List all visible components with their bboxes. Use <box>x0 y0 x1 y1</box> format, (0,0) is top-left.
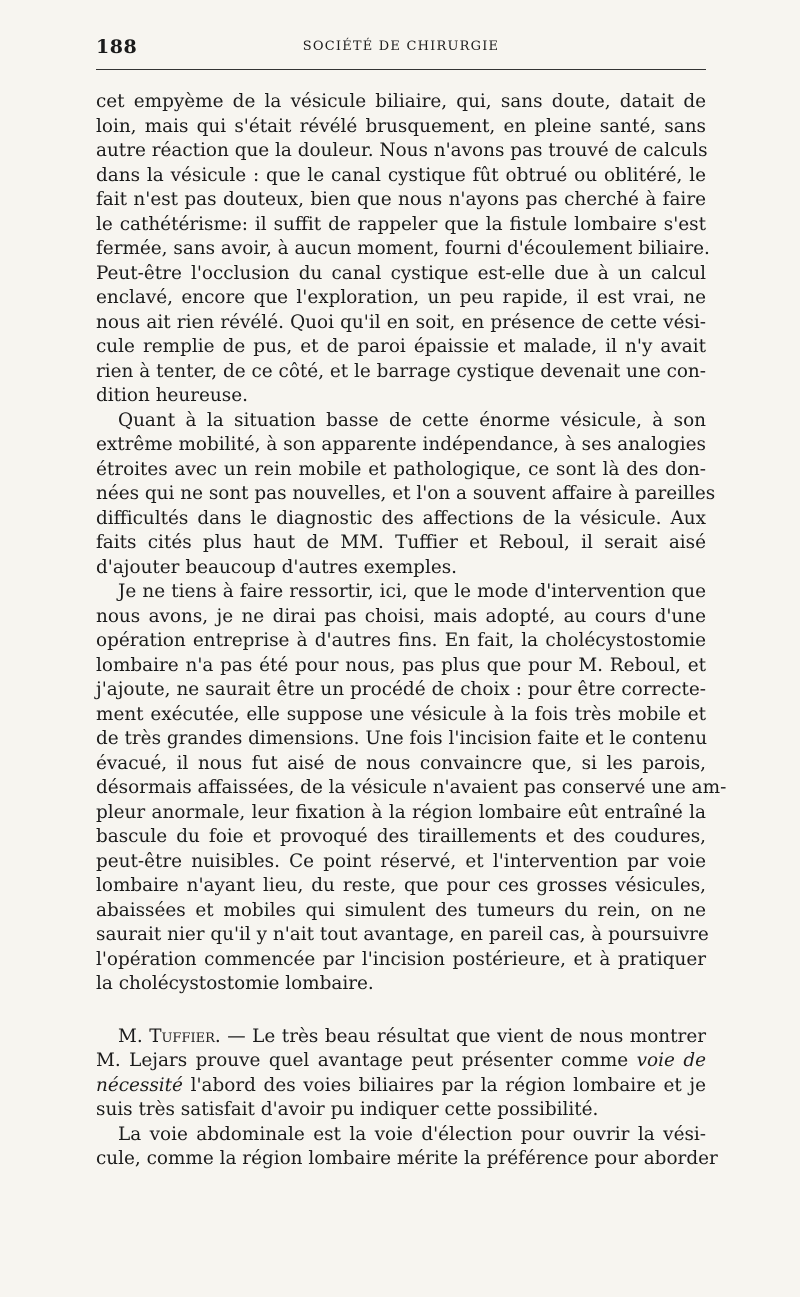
text-line: La voie abdominale est la voie d'élection pour ouvrir la vési- <box>118 1123 706 1145</box>
section-gap <box>96 997 706 1025</box>
text-line: autre réaction que la douleur. Nous n'avons pas trouvé de calculs <box>96 140 708 161</box>
text-line: cet empyème de la vésicule biliaire, qui, sans doute, datait de <box>96 91 706 112</box>
text-line: désormais affaissées, de la vésicule n'avaient pas conservé une am- <box>96 777 727 798</box>
text-line: bascule du foie et provoqué des tiraillements et des coudures, <box>96 826 706 847</box>
text-line: M. Tuffier. — Le très beau résultat que vient de nous montrer <box>118 1025 707 1047</box>
text-line: nous ait rien révélé. Quoi qu'il en soit, en présence de cette vési- <box>96 311 706 333</box>
text-line: ment exécutée, elle suppose une vésicule à la fois très mobile et <box>96 703 706 725</box>
text-line: dition heureuse. <box>96 385 248 406</box>
text-line: lombaire n'a pas été pour nous, pas plus que pour M. Reboul, et <box>96 654 706 676</box>
text-line: la cholécystostomie lombaire. <box>96 973 374 994</box>
text-line: suis très satisfait d'avoir pu indiquer cette possibilité. <box>96 1099 599 1120</box>
text-line: étroites avec un rein mobile et pathologique, ce sont là des don- <box>96 458 706 480</box>
text-line: difficultés dans le diagnostic des affections de la vésicule. Aux <box>96 507 706 529</box>
text-line: faits cités plus haut de MM. Tuffier et Reboul, il serait aisé <box>96 532 706 553</box>
text-line: opération entreprise à d'autres fins. En fait, la cholécystostomie <box>96 630 706 651</box>
text-line: Quant à la situation basse de cette énorme vésicule, à son <box>118 409 706 431</box>
text-line: d'ajouter beaucoup d'autres exemples. <box>96 556 458 578</box>
header-rule <box>96 69 706 70</box>
italic-phrase: voie de <box>636 1050 706 1071</box>
text-line: extrême mobilité, à son apparente indépendance, à ses analogies <box>96 434 706 455</box>
text-line: peut-être nuisibles. Ce point réservé, et l'intervention par voie <box>96 850 706 872</box>
text-line: j'ajoute, ne saurait être un procédé de choix : pour être correcte- <box>96 679 706 700</box>
speaker-name: M. Tuffier. <box>118 1025 221 1047</box>
text-line: de très grandes dimensions. Une fois l'incision faite et le contenu <box>96 728 708 749</box>
text-line: fait n'est pas douteux, bien que nous n'ayons pas cherché à faire <box>96 189 706 210</box>
page-number: 188 <box>96 36 138 58</box>
text-line: Je ne tiens à faire ressortir, ici, que le mode d'intervention que <box>118 581 706 602</box>
text-line: pleur anormale, leur fixation à la région lombaire eût entraîné la <box>96 801 706 823</box>
text-line: dans la vésicule : que le canal cystique fût obtrué ou oblitéré, le <box>96 164 706 186</box>
text-line: nées qui ne sont pas nouvelles, et l'on a souvent affaire à pareilles <box>96 483 716 504</box>
text-line: lombaire n'ayant lieu, du reste, que pour ces grosses vésicules, <box>96 875 706 896</box>
tuffier-remarks <box>96 1025 718 1172</box>
text-line: le cathétérisme: il suffit de rappeler que la fistule lombaire s'est <box>96 213 706 235</box>
text-line: enclavé, encore que l'exploration, un peu rapide, il est vrai, ne <box>96 287 706 308</box>
text-line: saurait nier qu'il y n'ait tout avantage, en pareil cas, à poursuivre <box>96 924 709 945</box>
running-title: SOCIÉTÉ DE CHIRURGIE <box>302 39 500 54</box>
text-line: nous avons, je ne dirai pas choisi, mais adopté, au cours d'une <box>96 605 706 627</box>
text-line: loin, mais qui s'était révélé brusquement, en pleine santé, sans <box>96 115 706 137</box>
text-line: fermée, sans avoir, à aucun moment, fourni d'écoulement biliaire. <box>96 238 710 259</box>
text-line: nécessité l'abord des voies biliaires par la région lombaire et je <box>96 1074 706 1096</box>
italic-phrase: nécessité <box>96 1074 183 1096</box>
text-line: abaissées et mobiles qui simulent des tumeurs du rein, on ne <box>96 899 706 921</box>
body-text <box>96 90 727 1172</box>
text-line: évacué, il nous fut aisé de nous convaincre que, si les parois, <box>96 752 706 774</box>
text-line: cule remplie de pus, et de paroi épaissie et malade, il n'y avait <box>96 336 706 357</box>
text-line: M. Lejars prouve quel avantage peut présenter comme voie de <box>96 1050 706 1071</box>
text-line: l'opération commencée par l'incision postérieure, et à pratiquer <box>96 948 706 970</box>
running-head <box>96 36 706 58</box>
text-line: Peut-être l'occlusion du canal cystique est-elle due à un calcul <box>96 262 706 284</box>
lejars-text <box>96 90 727 997</box>
text-line: cule, comme la région lombaire mérite la préférence pour aborder <box>96 1148 718 1169</box>
text-line: rien à tenter, de ce côté, et le barrage cystique devenait une con- <box>96 360 706 382</box>
